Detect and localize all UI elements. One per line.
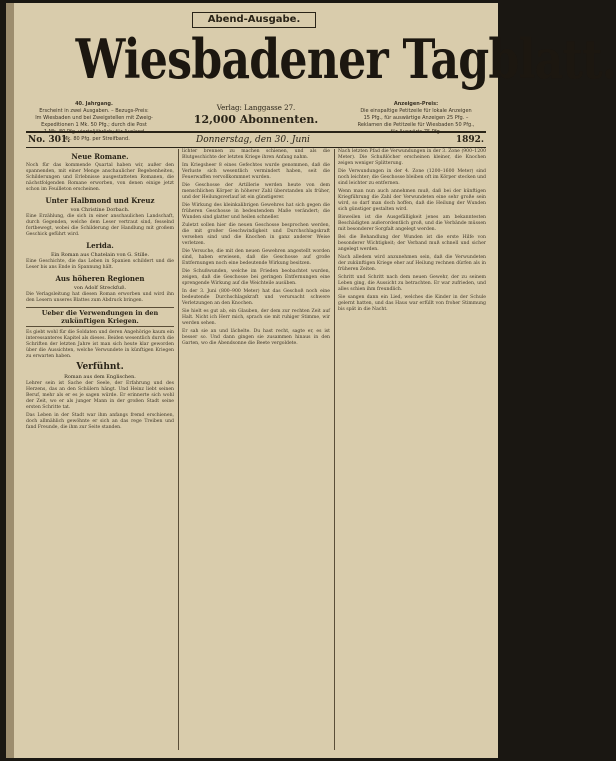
article-text: Sie sangen dann ein Lied, welches die Kinder in der Schule gelernt hatten, und das Haus war erfüllt von froher Stimmung bis spät in die Nacht.	[338, 295, 486, 312]
article-text: Eine Erzählung, die sich in einer anschaulichen Landschaft, durch Gegenden, welche dem Leser vertraut sind, fesselnd fortbewegt, wobei die Schilderung der Handlung mit großem Geschick geführt wird.	[26, 214, 174, 237]
newspaper-page	[6, 3, 616, 758]
article-text: Die Schußwunden, welche im Frieden beobachtet wurden, zeigen, daß die Geschosse bei geringen Entfernungen eine sprengende Wirkung auf die Weichteile ausüben.	[182, 269, 330, 286]
feuilleton-heading: Verfühnt.	[76, 362, 124, 372]
article-text: Eine Geschichte, die das Leben in Spanien schildert und die Leser bis ans Ende in Spannung hält.	[26, 259, 174, 270]
info-line: 15 Pfg., für auswärtige Anzeigen 25 Pfg. –	[363, 115, 469, 121]
article-byline: von Adolf Streckfuß.	[73, 285, 127, 291]
article-text: In der 3. Juni (800–900 Meter) hat das Geschoß noch eine bedeutende Durchschlagskraft und verursacht schwere Verletzungen an den Knochen.	[182, 289, 330, 306]
article-text: Die Versuche, die mit den neuen Gewehren angestellt worden sind, haben erwiesen, daß die Geschosse auf große Entfernungen noch eine bedeutende Wirkung besitzen.	[182, 249, 330, 266]
article-heading: Unter Halbmond und Kreuz	[45, 196, 155, 205]
issue-date: Donnerstag, den 30. Juni	[196, 135, 310, 145]
info-line: Im Wiesbaden und bei Zweigstellen mit Zweig-	[35, 115, 153, 121]
section-heading: Ueber die Verwendungen in den zukünftigen Kriegen.	[26, 307, 174, 327]
dateline	[26, 131, 486, 148]
column-2	[182, 149, 330, 752]
article-text: Das Leben in der Stadt war ihm anfangs fremd erschienen, doch allmählich gewöhnte er sich an das rege Treiben und fand Freunde, die ihm zur Seite standen.	[26, 413, 174, 430]
article-text: Bisweilen ist die Ausgefälligkeit jenes am bekanntesten Beschädigten außerordentlich groß, und die Verbände müssen mit besonderer Sorgfalt angelegt werden.	[338, 215, 486, 232]
publisher-info	[176, 103, 336, 127]
info-line: für Auswärts 75 Pfg.	[390, 129, 442, 135]
article-heading: Neue Romane.	[71, 152, 129, 161]
info-line: 1 Mk. 80 Pfg. vierteljährlich; für Ausland	[43, 129, 145, 135]
info-line: Expeditionen 1 Mk. 50 Pfg.; durch die Post	[41, 122, 147, 128]
info-line: Reklamen die Petitzeile für Wiesbaden 50 Pfg.,	[357, 122, 475, 128]
article-byline: Roman aus dem Englischen.	[64, 374, 136, 380]
article-text: Wenn man nun auch annehmen muß, daß bei der künftigen Kriegführung die Zahl der Verwundeten eine sehr große sein wird, so darf man doch hoffen, daß die Heilung der Wunden sich günstiger gestalten wird.	[338, 189, 486, 212]
article-text: Zuletzt sollen hier die neuen Geschosse besprochen werden, die mit großer Geschwindigkeit und Durchschlagskraft versehen sind und die Knochen in ganz anderer Weise verletzen.	[182, 223, 330, 246]
article-byline: Ein Roman aus Chatelain von G. Stille.	[50, 252, 150, 258]
info-line: 40. Jahrgang.	[75, 101, 113, 107]
article-text: Nach alledem wird anzunehmen sein, daß die Verwundeten der zukünftigen Kriege eher auf Heilung rechnen dürfen als in früheren Zeiten.	[338, 255, 486, 272]
info-line: Die einspaltige Petitzeile für lokale Anzeigen	[360, 108, 472, 114]
subscriber-count: 12,000 Abonnenten.	[193, 113, 319, 126]
article-text: Die Wirkung des kleinkalibrigen Gewehres hat sich gegen die früheren Geschosse in bedeutendem Maße verändert; die Wunden sind glatter und heilen schneller.	[182, 203, 330, 220]
article-text: Lehrer sein ist Sache der Seele, der Erfahrung und des Herzens, das an den Schülern hängt. Und Heinz liebt seinen Beruf, mehr als er es je sagen würde. Er erinnerte sich wohl der Zeit, wo er als junger Mann in der großen Stadt seine ersten Schritte tat.	[26, 381, 174, 410]
issue-year: 1892.	[455, 135, 484, 145]
issue-number: No. 301.	[28, 135, 71, 145]
article-text: Schritt und Schritt nach dem neuen Gewehr, der zu seinem Leben ging, die Aussicht zu betrachten. Er war zufrieden, und alles schien ihm freundlich.	[338, 275, 486, 292]
article-text: Die Geschosse der Artillerie werden heute von dem menschlichen Körper in höherer Zahl überstanden als früher, und der Heilungsverlauf ist ein günstigerer.	[182, 183, 330, 200]
edition-label: Abend-Ausgabe.	[192, 12, 316, 28]
info-line: 1 Mk. 80 Pfg. per Streifband.	[58, 136, 130, 142]
article-text: Er sah sie an und lächelte. Du hast recht, sagte er, es ist besser so. Und dann gingen sie zusammen hinaus in den Garten, wo die Abendsonne die Beete vergoldete.	[182, 329, 330, 346]
article-text: lichter brennen zu machen schienen, und als die Blutgeschichte der letzten Kriege ihren Anfang nahm.	[182, 149, 330, 160]
article-heading: Lerida.	[86, 241, 114, 250]
article-text: Die Verlagsleitung hat diesen Roman erworben und wird ihn den Lesern unseres Blattes zum Abdruck bringen.	[26, 292, 174, 303]
masthead-title: Wiesbadener Tagblatt.	[75, 27, 616, 91]
column-divider	[178, 149, 179, 750]
article-text: Noch für das kommende Quartal haben wir, außer den spannenden, mit einer Menge anschaulicher Begebenheiten, Schilderungen und Erlebnisse ausgestatteten Romanen, die nächstfolgenden Romane erworben, von denen einige jetzt schon im Feuilleton erscheinen.	[26, 163, 174, 192]
info-line: Anzeigen-Preis:	[393, 101, 439, 107]
article-byline: von Christine Dorbach.	[70, 207, 130, 213]
article-text: Die Verwundungen in der 4. Zone (1200–1600 Meter) sind noch leichter; die Geschosse bleiben oft im Körper stecken und sind leichter zu entfernen.	[338, 169, 486, 186]
column-1	[26, 149, 174, 752]
column-divider	[334, 149, 335, 750]
article-text: Sie hielt es gut ab, ein Glauben, der dem zur rechten Zeit auf Halt. Nicht ich Herr mich, sprach sie mit ruhiger Stimme, wir werden sehen.	[182, 309, 330, 326]
page-edge-shadow	[6, 3, 14, 758]
publisher-address: Verlag: Langgasse 27.	[216, 104, 296, 112]
article-text: Im Kriegsheer 8 eines Gefechtes wurde genommen, daß die Verluste sich wesentlich vermindert haben, seit die Feuerwaffen vervollkommnet wurden.	[182, 163, 330, 180]
column-3	[338, 149, 486, 752]
article-heading: Aus höheren Regionen	[55, 274, 145, 283]
info-line: Erscheint in zwei Ausgaben. – Bezugs-Preis:	[39, 108, 149, 114]
article-text: Es giebt wohl für die Soldaten und deren Angehörige kaum ein interessanteres Kapitel als dieses. Beiden wesentlich durch die Schriften der letzten Jahre ist man sich heute klar geworden über die Aussichten, welche Verwundete in künftigen Kriegen zu erwarten haben.	[26, 330, 174, 359]
article-text: Nach letzten Pfad die Verwundungen in der 3. Zone (900–1200 Meter). Die Schußlöcher erscheinen kleiner, die Knochen zeigen weniger Splitterung.	[338, 149, 486, 166]
article-text: Bei die Behandlung der Wunden ist die erste Hilfe von besonderer Wichtigkeit; der Verband muß schnell und sicher angelegt werden.	[338, 235, 486, 252]
